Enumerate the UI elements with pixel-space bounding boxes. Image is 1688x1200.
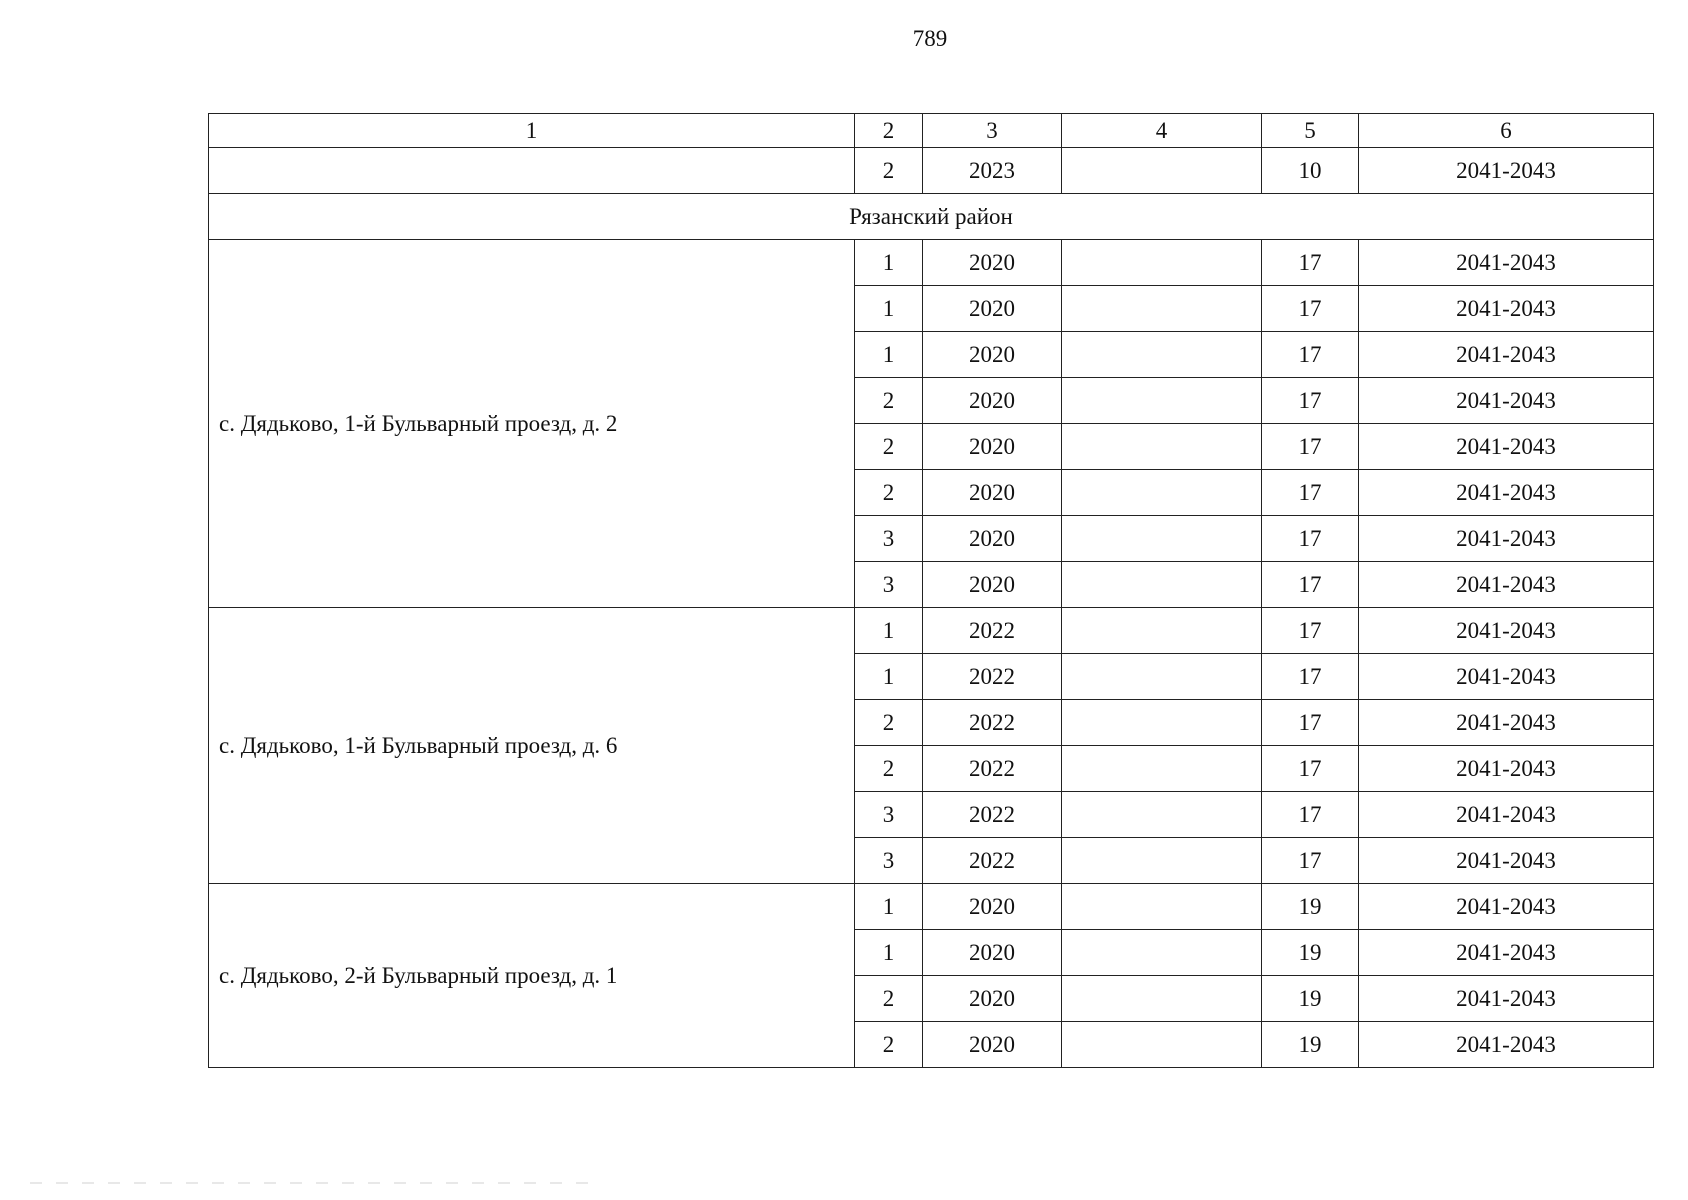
table-cell: 2041-2043 — [1359, 792, 1654, 838]
table-cell — [1062, 930, 1262, 976]
table-cell: 2041-2043 — [1359, 700, 1654, 746]
table-cell: 2020 — [923, 1022, 1062, 1068]
column-header: 1 — [209, 114, 855, 148]
table-cell: 19 — [1262, 1022, 1359, 1068]
table-cell: 2 — [855, 470, 923, 516]
table-cell: 2041-2043 — [1359, 1022, 1654, 1068]
table-cell — [1062, 608, 1262, 654]
table-cell — [1062, 378, 1262, 424]
column-header: 2 — [855, 114, 923, 148]
table-cell: 17 — [1262, 470, 1359, 516]
table-cell: 2022 — [923, 700, 1062, 746]
district-heading: Рязанский район — [209, 194, 1654, 240]
data-table — [208, 113, 1654, 1068]
table-cell: 2041-2043 — [1359, 976, 1654, 1022]
table-cell: 3 — [855, 792, 923, 838]
table-cell: 2 — [855, 148, 923, 194]
table-cell: 3 — [855, 516, 923, 562]
table-cell: 2020 — [923, 424, 1062, 470]
table-cell: 2020 — [923, 976, 1062, 1022]
table-cell: 2041-2043 — [1359, 746, 1654, 792]
table-cell: 17 — [1262, 516, 1359, 562]
table-cell: 2041-2043 — [1359, 884, 1654, 930]
table-cell: 2041-2043 — [1359, 654, 1654, 700]
table-row — [209, 884, 1654, 930]
table-cell: 2041-2043 — [1359, 562, 1654, 608]
table-cell: 17 — [1262, 240, 1359, 286]
table-cell — [1062, 884, 1262, 930]
table-cell: 2022 — [923, 654, 1062, 700]
table-cell: 2022 — [923, 838, 1062, 884]
table-cell — [1062, 332, 1262, 378]
table-cell: 19 — [1262, 976, 1359, 1022]
table-cell: 2 — [855, 700, 923, 746]
table-cell: 2020 — [923, 562, 1062, 608]
table-cell: 2 — [855, 746, 923, 792]
table-cell: 17 — [1262, 562, 1359, 608]
address-cell: с. Дядьково, 1-й Бульварный проезд, д. 2 — [209, 240, 855, 608]
table-cell — [1062, 470, 1262, 516]
table-cell: 2023 — [923, 148, 1062, 194]
table-cell: 17 — [1262, 700, 1359, 746]
address-cell: с. Дядьково, 1-й Бульварный проезд, д. 6 — [209, 608, 855, 884]
table-cell: 2041-2043 — [1359, 930, 1654, 976]
table-cell: 2020 — [923, 516, 1062, 562]
table-cell: 2022 — [923, 608, 1062, 654]
table-cell: 1 — [855, 286, 923, 332]
table-cell: 2020 — [923, 378, 1062, 424]
table-cell: 2022 — [923, 746, 1062, 792]
table-cell: 2020 — [923, 332, 1062, 378]
table-cell: 17 — [1262, 424, 1359, 470]
table-cell: 2041-2043 — [1359, 470, 1654, 516]
table-cell: 2041-2043 — [1359, 240, 1654, 286]
table-cell: 2041-2043 — [1359, 424, 1654, 470]
table-row — [209, 608, 1654, 654]
table-cell: 2041-2043 — [1359, 516, 1654, 562]
column-header: 3 — [923, 114, 1062, 148]
table-row — [209, 240, 1654, 286]
table-cell: 17 — [1262, 746, 1359, 792]
table-cell: 2041-2043 — [1359, 332, 1654, 378]
scan-artifact — [30, 1182, 590, 1184]
address-cell: с. Дядьково, 2-й Бульварный проезд, д. 1 — [209, 884, 855, 1068]
table-cell: 1 — [855, 332, 923, 378]
table-cell — [1062, 838, 1262, 884]
table-cell — [1062, 240, 1262, 286]
table-cell — [1062, 148, 1262, 194]
table-cell: 2020 — [923, 930, 1062, 976]
table-cell — [1062, 792, 1262, 838]
table-cell — [1062, 1022, 1262, 1068]
table-cell: 1 — [855, 654, 923, 700]
table-cell: 2041-2043 — [1359, 378, 1654, 424]
table-cell: 3 — [855, 838, 923, 884]
table-cell: 17 — [1262, 332, 1359, 378]
table-cell — [1062, 516, 1262, 562]
table-cell: 2020 — [923, 286, 1062, 332]
table-cell: 1 — [855, 930, 923, 976]
table-cell: 2 — [855, 976, 923, 1022]
table-cell: 2041-2043 — [1359, 838, 1654, 884]
table-cell: 2041-2043 — [1359, 286, 1654, 332]
table-cell: 2 — [855, 424, 923, 470]
table-cell: 1 — [855, 240, 923, 286]
table-cell: 2 — [855, 1022, 923, 1068]
header-row — [209, 114, 1654, 148]
address-cell — [209, 148, 855, 194]
table-cell — [1062, 746, 1262, 792]
column-header: 4 — [1062, 114, 1262, 148]
table-cell — [1062, 976, 1262, 1022]
table-cell: 17 — [1262, 838, 1359, 884]
column-header: 5 — [1262, 114, 1359, 148]
table-cell: 17 — [1262, 608, 1359, 654]
table-cell: 10 — [1262, 148, 1359, 194]
table-cell: 17 — [1262, 378, 1359, 424]
table-cell: 2 — [855, 378, 923, 424]
table-cell: 2041-2043 — [1359, 608, 1654, 654]
table-cell: 19 — [1262, 884, 1359, 930]
table-cell: 3 — [855, 562, 923, 608]
table-cell: 1 — [855, 884, 923, 930]
table-row — [209, 148, 1654, 194]
table-cell: 17 — [1262, 654, 1359, 700]
table-body — [209, 114, 1654, 1068]
table-cell — [1062, 654, 1262, 700]
table-cell: 2041-2043 — [1359, 148, 1654, 194]
page-number: 789 — [912, 26, 948, 51]
table-cell: 2020 — [923, 470, 1062, 516]
table-cell — [1062, 700, 1262, 746]
table-cell: 2020 — [923, 884, 1062, 930]
table-cell: 2022 — [923, 792, 1062, 838]
table-cell — [1062, 562, 1262, 608]
table-cell — [1062, 424, 1262, 470]
table-cell: 17 — [1262, 792, 1359, 838]
table-cell: 2020 — [923, 240, 1062, 286]
table-cell — [1062, 286, 1262, 332]
district-row — [209, 194, 1654, 240]
table-cell: 17 — [1262, 286, 1359, 332]
column-header: 6 — [1359, 114, 1654, 148]
table-cell: 19 — [1262, 930, 1359, 976]
table-cell: 1 — [855, 608, 923, 654]
